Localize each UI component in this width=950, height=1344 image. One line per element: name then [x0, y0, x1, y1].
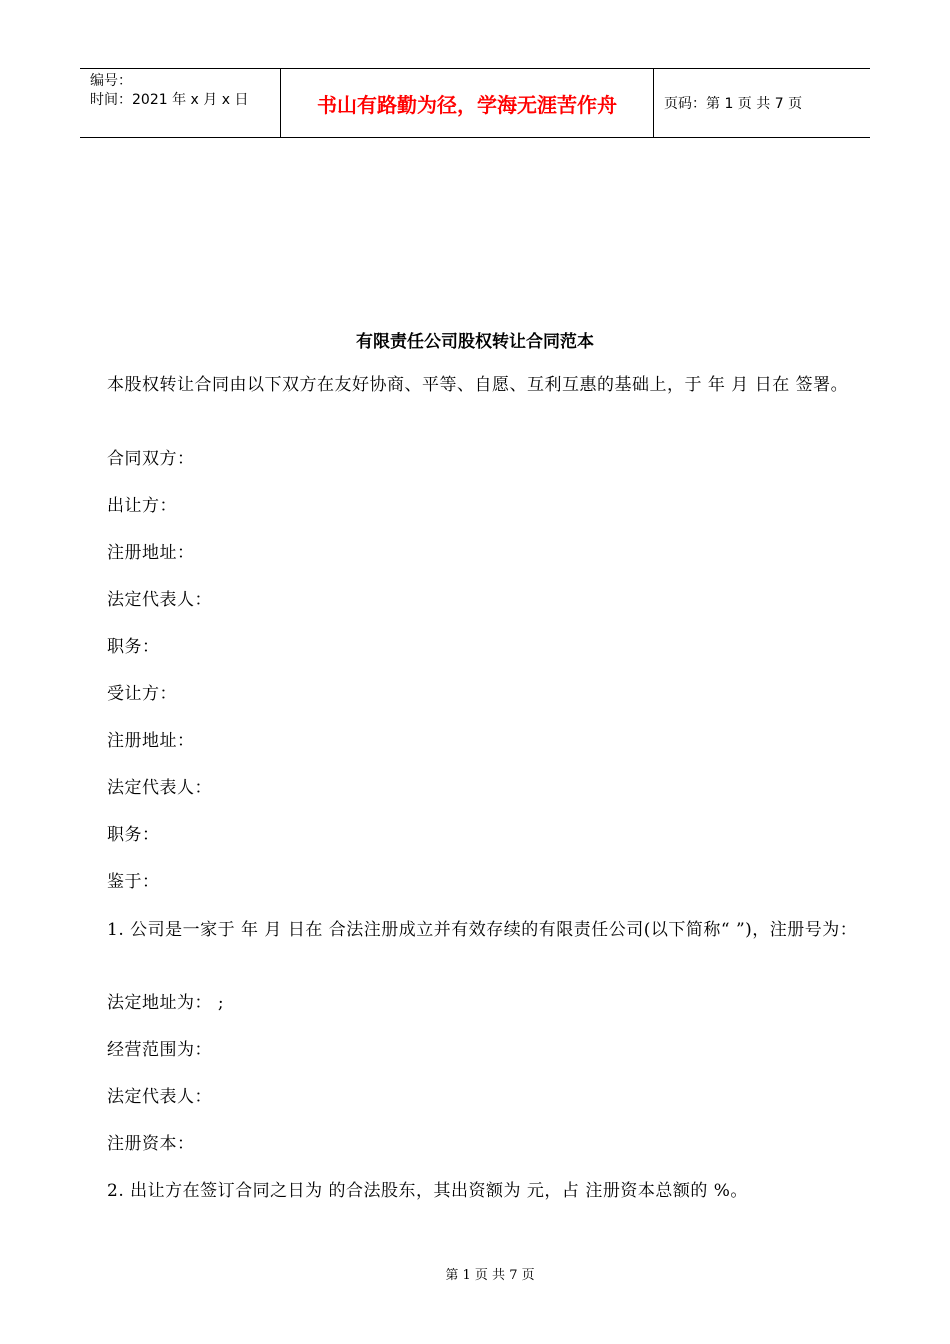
- header-meta-cell: [80, 69, 281, 137]
- paragraph-business-scope: 经营范围为：: [107, 1040, 212, 1060]
- header-table: [80, 68, 870, 138]
- header-motto-cell: [281, 69, 654, 137]
- page-footer: 第 1 页 共 7 页: [445, 1268, 535, 1283]
- paragraph-transferee: 受让方：: [107, 684, 177, 704]
- paragraph-clause-1: 1. 公司是一家于 年 月 日在 合法注册成立并有效存续的有限责任公司(以下简称“ ”)，注册号为：: [107, 920, 858, 940]
- paragraph-reg-address-1: 注册地址：: [107, 543, 195, 563]
- paragraph-transferor: 出让方：: [107, 496, 177, 516]
- document-title: 有限责任公司股权转让合同范本: [356, 332, 594, 352]
- paragraph-position-1: 职务：: [107, 637, 160, 657]
- header-page-cell: [654, 69, 870, 137]
- paragraph-legal-rep-3: 法定代表人：: [107, 1087, 212, 1107]
- time-label: 时间：2021 年 x 月 x 日: [90, 92, 249, 108]
- intro-paragraph: 本股权转让合同由以下双方在友好协商、平等、自愿、互利互惠的基础上，于 年 月 日在 签署。: [107, 375, 849, 395]
- number-label: 编号：: [90, 73, 132, 89]
- paragraph-legal-rep-2: 法定代表人：: [107, 778, 212, 798]
- paragraph-reg-address-2: 注册地址：: [107, 731, 195, 751]
- motto-text: 书山有路勤为径，学海无涯苦作舟: [317, 92, 617, 117]
- paragraph-legal-address: 法定地址为： ;: [107, 993, 225, 1013]
- paragraph-legal-rep-1: 法定代表人：: [107, 590, 212, 610]
- paragraph-parties: 合同双方：: [107, 449, 195, 469]
- paragraph-position-2: 职务：: [107, 825, 160, 845]
- paragraph-whereas: 鉴于：: [107, 872, 160, 892]
- paragraph-clause-2: 2. 出让方在签订合同之日为 的合法股东，其出资额为 元，占 注册资本总额的 %。: [107, 1181, 748, 1201]
- paragraph-reg-capital: 注册资本：: [107, 1134, 195, 1154]
- page-info: 页码：第 1 页 共 7 页: [664, 96, 803, 112]
